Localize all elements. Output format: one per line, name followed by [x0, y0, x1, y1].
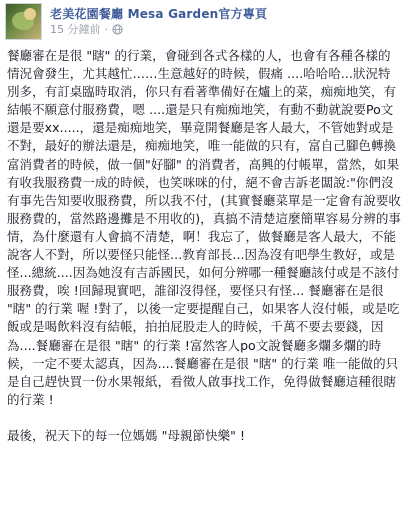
post-meta	[50, 22, 123, 36]
globe-icon[interactable]	[112, 24, 123, 35]
post-paragraph-main: 餐廳審在是很 "瞎" 的行業，會碰到各式各樣的人，也會有各種各樣的情況會發生，尤其越忙……生意越好的時候，假痛 ....哈哈哈...狀況特別多，有訂桌臨時取消，你只有看著準備好在爐上的菜，痴痴地笑，有結帳不願意付服務費，嗯 ....還是只有痴痴地笑，有動不動就說要Po文還是要xx.....，還是痴痴地笑，畢竟開餐廳是客人最大，不管她對或是不對，最好的辦法還是，痴痴地笑，唯一能做的只有，富自己腳色轉換富消費者的時候，做一個"好腳" 的消費者，高興的付帳單，當然，如果有收我服務費一成的時候，也笑咪咪的付，絕不會吉訴老闆說:"你們沒有事先告知要收服務費，所以我不付，(其實餐廳菜單是一定會有說要收服務費的，當然路邊攤是不用收的)，真搞不清楚這麼簡單容易分辨的事情，為什麼還有人會搞不清楚，啊！我忘了，做餐廳是客人最大，不能說客人不對，所以要怪只能怪...教育部長...因為沒有吧學生教好，或是怪...總統....因為她沒有吉訴國民，如何分辨哪一種餐廳該付或是不該付服務費，唉 !回歸現實吧，誰卻沒得怪，要怪只有怪... 餐廳審在是很 "瞎" 的行業 喔 !對了，以後一定要提醒自己，如果客人沒付帳，或是吃飯或是喝飲料沒有結帳，拍拍屁股走人的時候，千萬不要去要錢，因為....餐廳審在是很 "瞎" 的行業 !富然客人po文說餐廳多爛多爛的時候，一定不要太認真，因為....餐廳審在是很 "瞎" 的行業 唯一能做的只是自己趕快買一份水果報紙，看徵人啟事找工作，免得做餐廳這種很瞎的行業 !	[7, 48, 401, 407]
meta-separator: ·	[104, 22, 108, 36]
page-avatar[interactable]	[5, 3, 42, 40]
page-name-link[interactable]: 老美花園餐廳 Mesa Garden官方專頁	[50, 7, 268, 21]
post-header	[0, 0, 410, 42]
paragraph-spacer	[7, 409, 403, 427]
post-paragraph-closing: 最後，祝天下的每一位媽媽 "母親節快樂" !	[7, 427, 246, 443]
post-timestamp[interactable]: 15 分鐘前	[50, 23, 101, 36]
avatar-flower-shape	[24, 8, 36, 20]
post-body	[7, 47, 403, 445]
